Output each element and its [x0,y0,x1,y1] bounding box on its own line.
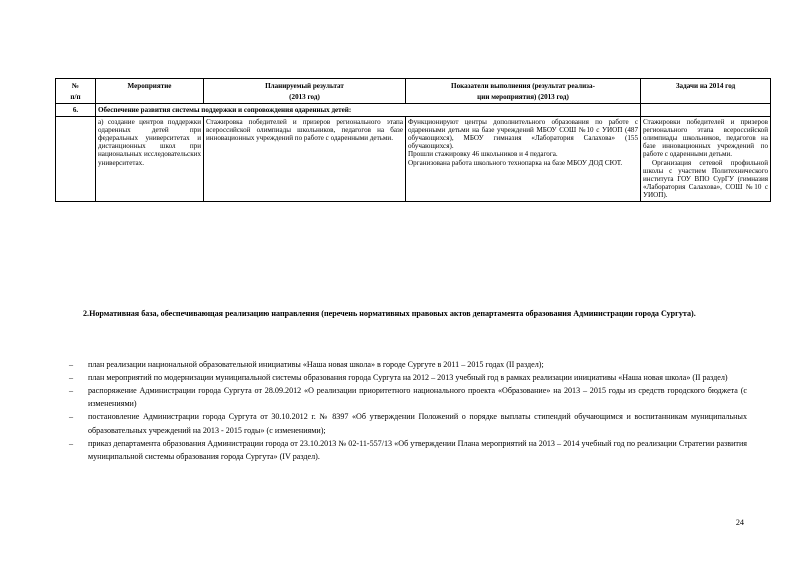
data-row-planned-result: Стажировка победителей и призеров регионального этапа всероссийской олимпиады школьников, педагогов на базе инновационных учреждений по работе с одаренными детьми. [204,116,406,201]
data-row-indicators-p2: Прошли стажировку 46 школьников и 4 педагога. [408,150,558,159]
list-item [55,410,747,436]
list-item [55,384,747,410]
column-header-planned-result-line1: Планируемый результат [265,82,344,90]
column-header-indicators-line1: Показатели выполнения (результат реализа- [451,82,595,90]
list-item-dash: – [69,438,74,448]
table-row [56,104,771,116]
column-header-number-line2: п/п [70,92,81,101]
list-item-text: план реализации национальной образовательной инициативы «Наша новая школа» в городе Сургуте в 2011 – 2015 годах (II раздел); [88,360,544,369]
data-row-indicators-p3: Организована работа школьного технопарка на базе МБОУ ДОД СЮТ. [408,158,623,167]
list-item-dash: – [69,373,74,383]
list-item-text: приказ департамента образования Администрации города от 23.10.2013 № 02-11-557/13 «Об утверждении Плана мероприятий на 2013 – 2014 учебный год по реализации Стратегии развития муниципальной системы образования города Сургута» (IV раздел). [88,438,747,461]
section-heading: 2.Нормативная база, обеспечивающая реализацию направления (перечень нормативных правовых актов департамента образования Администрации города Сургута). [83,309,696,318]
list-item-text: постановление Администрации города Сургута от 30.10.2012 г. № 8397 «Об утверждении Положений о порядке выплаты стипендий обучающимся и воспитанникам муниципальных образовательных учреждений на 2013 - 2015 годы» (с изменениями); [88,412,747,435]
section-row-empty [641,104,771,116]
data-row-tasks-p1: Стажировки победителей и призеров регионального этапа всероссийской олимпиады школьников, педагогов на базе инновационных учреждений по работе с одаренными детьми. [643,117,768,159]
list-item-text: план мероприятий по модернизации муниципальной системы образования города Сургута на 2012 – 2013 учебный год в рамках реализации инициативы «Наша новая школа» (II раздел) [88,373,728,383]
column-header-tasks [641,79,771,104]
data-row-event: а) создание центров поддержки одаренных детей при федеральных университетах и дистанционных школ при национальных исследовательских университетах. [96,116,204,201]
list-item-dash: – [69,412,74,422]
column-header-planned-result [204,79,406,104]
column-header-event-line1: Мероприятие [127,82,172,90]
table-header [56,79,771,104]
activities-table [55,78,771,202]
list-item-dash: – [69,386,74,396]
data-row-number [56,116,96,201]
column-header-number-line1: № [71,82,80,90]
column-header-indicators-line2: ции мероприятия) (2013 год) [477,92,569,101]
page-number: 24 [735,518,744,527]
list-item [55,437,747,463]
section-row-number: 6. [56,104,96,116]
column-header-planned-result-line2: (2013 год) [289,92,320,101]
data-row-tasks [641,116,771,201]
data-row-tasks-p2: Организация сетевой профильной школы с участием Политехнического института ГОУ ВПО СурГУ (гимназия «Лаборатория Салахова», СОШ №10 с УИОП). [643,158,768,200]
table-row [56,116,771,201]
list-item-text: распоряжение Администрации города Сургута от 28.09.2012 «О реализации приоритетного национального проекта «Образование» на 2013 – 2015 годы из средств городского бюджета (с изменениями) [88,386,747,409]
table-header-row [56,79,771,104]
section-row-title: Обеспечение развития системы поддержки и сопровождения одаренных детей: [96,104,641,116]
data-row-indicators-p1: Функционируют центры дополнительного образования по работе с одаренными детьми на базе учреждений МБОУ СОШ №10 с УИОП (487 обучающихся), МБОУ гимназия «Лаборатория Салахова» (155 обучающихся). [408,117,638,151]
reference-list [55,358,747,463]
column-header-tasks-line1: Задачи на 2014 год [675,82,736,90]
table-body [56,104,771,201]
column-header-event [96,79,204,104]
column-header-number [56,79,96,104]
data-row-indicators [406,116,641,201]
list-item-dash: – [69,360,74,369]
list-item [55,371,747,384]
column-header-indicators [406,79,641,104]
list-item [55,358,747,371]
